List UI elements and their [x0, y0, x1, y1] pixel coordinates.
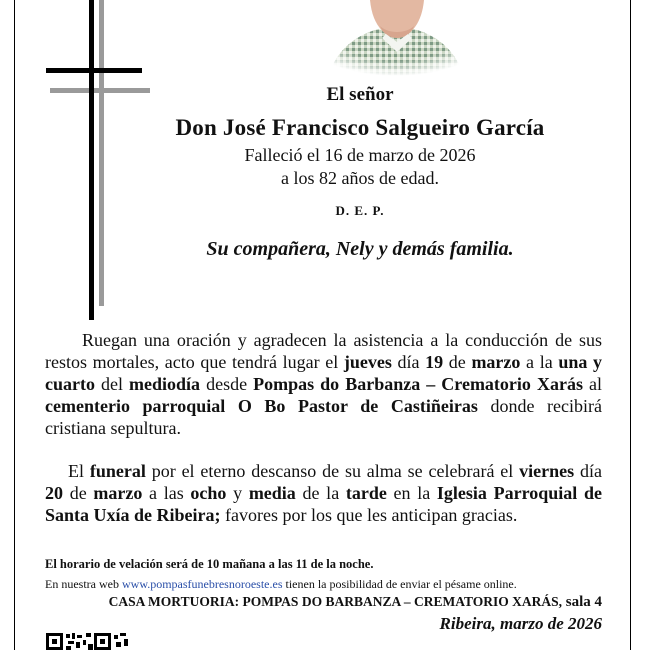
paragraph-segment: mediodía — [129, 374, 201, 394]
paragraph-segment: una y cuarto — [45, 352, 602, 394]
paragraph-segment: por el eterno descanso de su alma se celebrará el — [145, 461, 520, 481]
paragraph-segment: Iglesia Parroquial de Santa Uxía de Ribeira; — [45, 483, 602, 525]
age-at-death: a los 82 años de edad. — [281, 168, 439, 188]
paragraph-segment: Ruegan una oración y agradecen la asistencia a la conducción de sus restos mortales, acto que tendrá lugar el — [45, 330, 602, 372]
rip-abbreviation: D. E. P. — [335, 203, 385, 218]
funeral-home-line — [109, 594, 602, 611]
frame-line-right — [630, 0, 631, 650]
paragraph-segment: marzo — [93, 483, 143, 503]
place-and-date: Ribeira, marzo de 2026 — [439, 614, 602, 633]
paragraph-segment: en la — [386, 483, 437, 503]
paragraph-segment: donde recibirá cristiana sepultura. — [45, 396, 602, 438]
funeral-home-name: CASA MORTUORIA: POMPAS DO BARBANZA – CREMATORIO XARÁS, — [108, 594, 562, 609]
paragraph-segment: funeral — [89, 461, 146, 481]
paragraph-segment: El — [68, 461, 90, 481]
web-suffix: tienen la posibilidad de enviar el pésame online. — [282, 577, 517, 591]
paragraph-segment: marzo — [471, 352, 521, 372]
paragraph-segment: a la — [520, 352, 559, 372]
frame-line-left — [14, 0, 15, 650]
web-prefix: En nuestra web — [45, 577, 122, 591]
honorific: El señor — [326, 84, 394, 105]
paragraph-segment: jueves — [343, 352, 392, 372]
paragraph-segment: de — [63, 483, 94, 503]
paragraph-segment: al — [582, 374, 602, 394]
funeral-paragraph — [45, 460, 602, 526]
portrait-photo — [322, 0, 470, 76]
paragraph-segment: día — [574, 461, 602, 481]
family-line: Su compañera, Nely y demás familia. — [206, 238, 514, 260]
latin-cross-icon — [46, 0, 156, 330]
death-date: Falleció el 16 de marzo de 2026 — [244, 145, 476, 165]
burial-paragraph — [45, 329, 602, 439]
paragraph-segment: del — [94, 374, 130, 394]
paragraph-segment: y — [226, 483, 249, 503]
paragraph-segment: tarde — [345, 483, 387, 503]
vigil-hours-note: El horario de velación será de 10 mañana a las 11 de la noche. — [45, 557, 374, 571]
paragraph-segment: día — [391, 352, 426, 372]
paragraph-segment: a las — [142, 483, 191, 503]
paragraph-segment: 20 — [45, 483, 63, 503]
room-number: sala 4 — [561, 594, 602, 610]
paragraph-segment: 19 — [425, 352, 444, 372]
online-condolences-line — [45, 577, 517, 592]
paragraph-segment: cementerio parroquial O Bo Pastor de Castiñeiras — [45, 396, 478, 416]
qr-code-icon[interactable] — [46, 630, 142, 650]
paragraph-segment: de — [443, 352, 472, 372]
website-link[interactable]: www.pompasfunebresnoroeste.es — [121, 577, 283, 591]
paragraph-segment: viernes — [519, 461, 575, 481]
paragraph-segment: favores por los que les anticipan gracias. — [220, 505, 518, 525]
paragraph-segment: desde — [200, 374, 254, 394]
paragraph-segment: Pompas do Barbanza – Crematorio Xarás — [253, 374, 583, 394]
deceased-name: Don José Francisco Salgueiro García — [175, 115, 545, 140]
paragraph-segment: media — [248, 483, 296, 503]
paragraph-segment: de la — [295, 483, 346, 503]
paragraph-segment: ocho — [190, 483, 227, 503]
